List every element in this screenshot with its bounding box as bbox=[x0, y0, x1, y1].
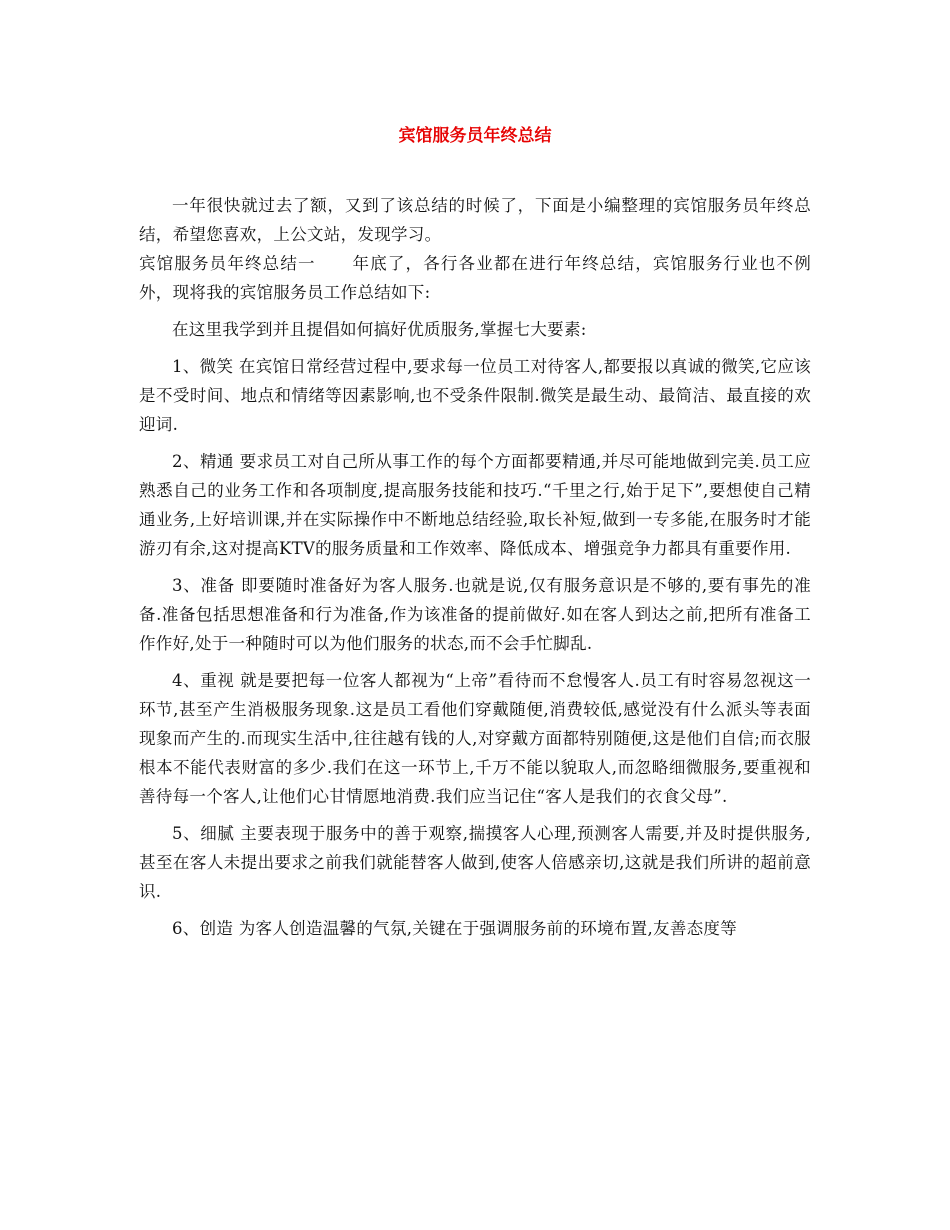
document-body bbox=[139, 191, 811, 951]
item-paragraph-2: 2、精通 要求员工对自己所从事工作的每个方面都要精通,并尽可能地做到完美.员工应熟悉自己的业务工作和各项制度,提高服务技能和技巧.“千里之行,始于足下”,要想使自己精通业务,上好培训课,并在实际操作中不断地总结经验,取长补短,做到一专多能,在服务时才能游刃有余,这对提高KTV的服务质量和工作效率、降低成本、增强竞争力都具有重要作用. bbox=[139, 452, 811, 558]
item-paragraph-1: 1、微笑 在宾馆日常经营过程中,要求每一位员工对待客人,都要报以真诚的微笑,它应该是不受时间、地点和情绪等因素影响,也不受条件限制.微笑是最生动、最简洁、最直接的欢迎词. bbox=[139, 357, 811, 434]
document-title: 宾馆服务员年终总结 bbox=[398, 126, 552, 146]
section-paragraph bbox=[139, 249, 811, 307]
item-paragraph-5: 5、细腻 主要表现于服务中的善于观察,揣摸客人心理,预测客人需要,并及时提供服务,甚至在客人未提出要求之前我们就能替客人做到,使客人倍感亲切,这就是我们所讲的超前意识. bbox=[139, 824, 811, 901]
item-paragraph-4: 4、重视 就是要把每一位客人都视为“上帝”看待而不怠慢客人.员工有时容易忽视这一环节,甚至产生消极服务现象.这是员工看他们穿戴随便,消费较低,感觉没有什么派头等表面现象而产生的.而现实生活中,往往越有钱的人,对穿戴方面都特别随便,这是他们自信;而衣服根本不能代表财富的多少.我们在这一环节上,千万不能以貌取人,而忽略细微服务,要重视和善待每一个客人,让他们心甘情愿地消费.我们应当记住“客人是我们的衣食父母”. bbox=[139, 671, 811, 806]
intro-paragraph: 一年很快就过去了额，又到了该总结的时候了，下面是小编整理的宾馆服务员年终总结，希望您喜欢，上公文站，发现学习。 bbox=[139, 196, 811, 244]
item-paragraph-3: 3、准备 即要随时准备好为客人服务.也就是说,仅有服务意识是不够的,要有事先的准备.准备包括思想准备和行为准备,作为该准备的提前做好.如在客人到达之前,把所有准备工作作好,处于一种随时可以为他们服务的状态,而不会手忙脚乱. bbox=[139, 576, 811, 653]
lead-paragraph: 在这里我学到并且提倡如何搞好优质服务,掌握七大要素: bbox=[172, 320, 587, 339]
section-heading: 宾馆服务员年终总结一 bbox=[139, 254, 316, 273]
item-paragraph-6: 6、创造 为客人创造温馨的气氛,关键在于强调服务前的环境布置,友善态度等 bbox=[172, 919, 738, 938]
section-opening: 年底了，各行各业都在进行年终总结，宾馆服务行业也不例外，现将我的宾馆服务员工作总结如下: bbox=[139, 254, 811, 302]
